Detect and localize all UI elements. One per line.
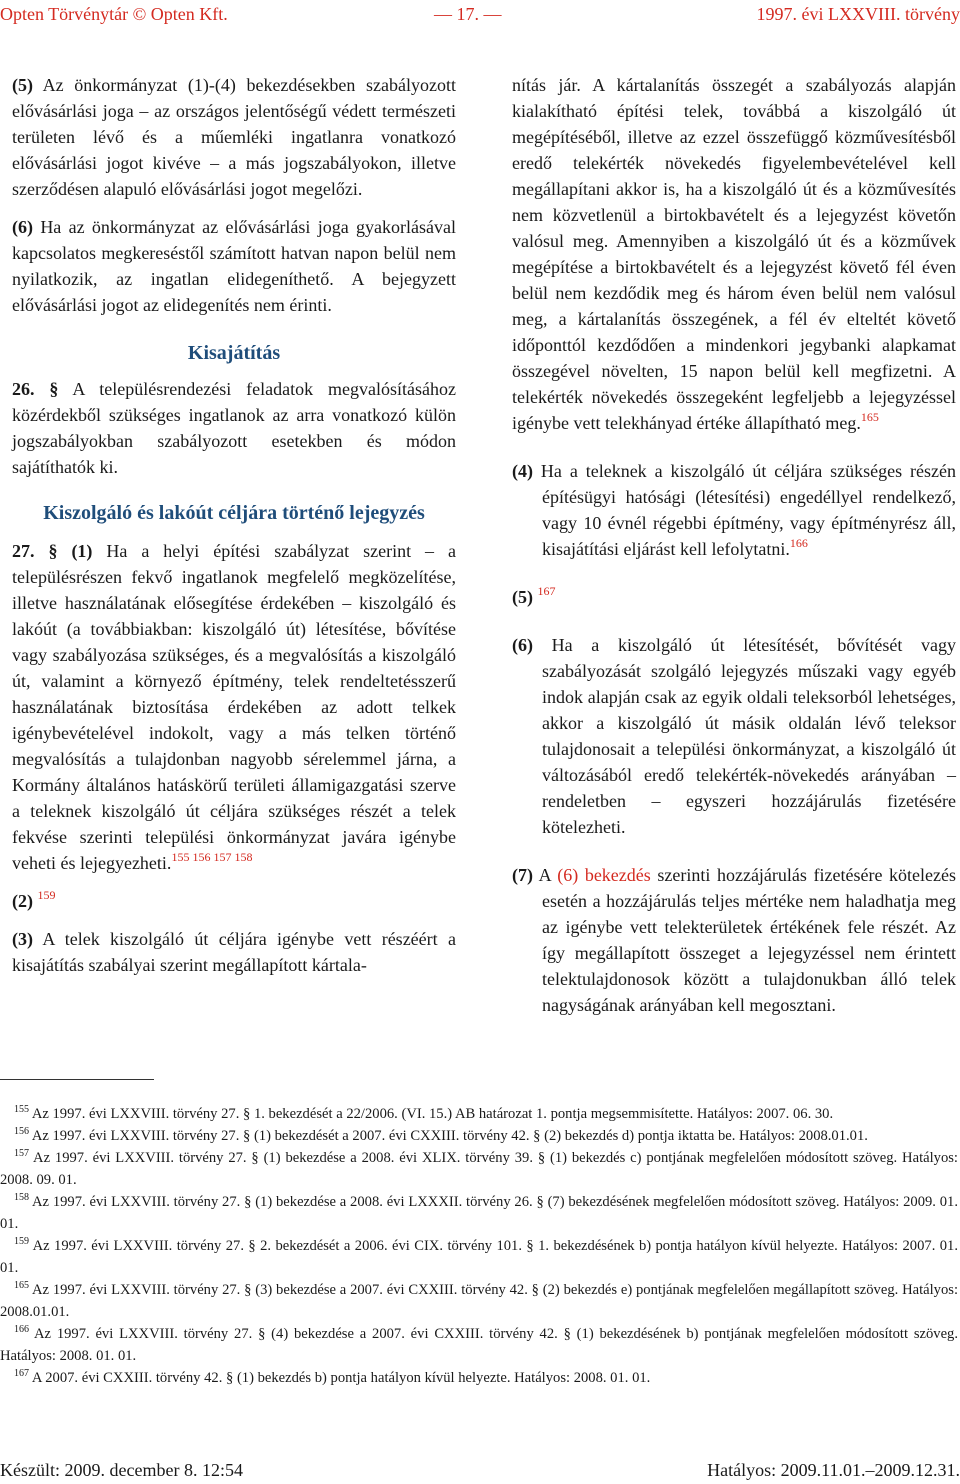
footnote-number: 159 bbox=[14, 1236, 29, 1247]
left-column bbox=[12, 72, 456, 990]
footnote-divider bbox=[0, 1079, 154, 1080]
footnote-167 bbox=[0, 1367, 958, 1389]
paragraph-4 bbox=[512, 458, 956, 562]
paragraph-label: (2) bbox=[12, 891, 33, 911]
paragraph-6-link[interactable]: (6) bekezdés bbox=[557, 865, 651, 885]
footnote-number: 158 bbox=[14, 1192, 29, 1203]
paragraph-label: (1) bbox=[71, 541, 93, 561]
paragraph-3 bbox=[12, 926, 456, 978]
footer-effective: Hatályos: 2009.11.01.–2009.12.31. bbox=[707, 1460, 960, 1480]
footnote-refs[interactable]: 155 156 157 158 bbox=[171, 850, 253, 864]
footnote-text: Az 1997. évi LXXVIII. törvény 27. § (1) bekezdését a 2007. évi CXXIII. törvény 42. § (2) bekezdés d) pontja iktatta be. Hatályos: 2008.01.01. bbox=[31, 1128, 868, 1144]
paragraph-6 bbox=[12, 214, 456, 318]
section-title-kiszolgalo: Kiszolgáló és lakóút céljára történő lejegyzés bbox=[43, 502, 425, 524]
header-publisher: Opten Törvénytár © Opten Kft. bbox=[0, 4, 228, 24]
footnote-159 bbox=[0, 1235, 958, 1279]
paragraph-2 bbox=[12, 888, 456, 914]
footnote-text: Az 1997. évi LXXVIII. törvény 27. § 2. bekezdését a 2006. évi CIX. törvény 101. § 1. bekezdésének b) pontja hatályon kívül helyezte. Hatályos: 2007. 01. 01. bbox=[0, 1238, 959, 1276]
section-label: 27. § bbox=[12, 541, 58, 561]
footnote-ref[interactable]: 166 bbox=[789, 536, 808, 550]
footnote-text: Az 1997. évi LXXVIII. törvény 27. § 1. bekezdését a 22/2006. (VI. 15.) AB határozat 1. pontja megsemmisítette. Hatályos: 2007. 06. 30. bbox=[31, 1106, 834, 1122]
header-law-title: 1997. évi LXXVIII. törvény bbox=[756, 4, 960, 24]
footer-created: Készült: 2009. december 8. 12:54 bbox=[0, 1460, 243, 1480]
section-26 bbox=[12, 376, 456, 480]
section-27-paragraph-1 bbox=[12, 538, 456, 876]
right-column bbox=[512, 72, 956, 1030]
paragraph-label: (3) bbox=[12, 929, 33, 949]
paragraph-5 bbox=[512, 584, 956, 610]
footnote-ref[interactable]: 167 bbox=[537, 584, 556, 598]
paragraph-3-continued bbox=[512, 72, 956, 436]
footnote-number: 166 bbox=[14, 1324, 29, 1335]
paragraph-label: (5) bbox=[12, 75, 33, 95]
paragraph-label: (4) bbox=[512, 461, 533, 481]
paragraph-label: (7) bbox=[512, 865, 533, 885]
paragraph-text: A bbox=[538, 865, 551, 885]
header-page-number: — 17. — bbox=[434, 4, 502, 24]
paragraph-text: Ha az önkormányzat az elővásárlási joga gyakorlásával kapcsolatos megkereséstől számított hatvan napon belül nem nyilatkozik, az ingatlan elidegeníthető. A bejegyzett elővásárlási jogot az elidegenítés nem érinti. bbox=[12, 217, 456, 315]
footnote-156 bbox=[0, 1125, 958, 1147]
footnotes bbox=[0, 1103, 958, 1389]
footnote-ref[interactable]: 165 bbox=[860, 410, 879, 424]
paragraph-text: szerinti hozzájárulás fizetésére kötelezés esetén a hozzájárulás teljes mértéke nem haladhatja meg az igénybe vett telekterületek értékének fele részét. Az így megállapított összeget a lejegyzéssel nem érintett telektulajdonosok között a tulajdonukban álló telek nagyságának arányában kell megosztani. bbox=[542, 865, 957, 1015]
footnote-166 bbox=[0, 1323, 958, 1367]
footnote-157 bbox=[0, 1147, 958, 1191]
footnote-text: Az 1997. évi LXXVIII. törvény 27. § (1) bekezdése a 2008. évi LXXXII. törvény 26. § (7) bekezdésének megfelelően módosított szöveg. Hatályos: 2009. 01. 01. bbox=[0, 1194, 958, 1232]
footnote-ref[interactable]: 159 bbox=[37, 888, 56, 902]
footnote-number: 155 bbox=[14, 1104, 29, 1115]
section-label: 26. § bbox=[12, 379, 59, 399]
footnote-text: Az 1997. évi LXXVIII. törvény 27. § (3) bekezdése a 2007. évi CXXIII. törvény 42. § (2) bekezdés e) pontjának megfelelően megállapított szöveg. Hatályos: 2008.01.01. bbox=[0, 1282, 959, 1320]
paragraph-label: (5) bbox=[512, 587, 533, 607]
footnote-158 bbox=[0, 1191, 958, 1235]
paragraph-text: nítás jár. A kártalanítás összegét a szabályozás alapján kialakítható építési telek, továbbá a kiszolgáló út megépítéséből, illetve az ezzel összefüggő közművesítésből eredő telekérték növekedés figyelembevételével kell megállapítani akkor is, ha a kiszolgáló út és a közművesítés nem közvetlenül a birtokbavételt és a lejegyzést követőn valósul meg. Amennyiben a kiszolgáló út és a közművek megépítése a birtokbavételt és a lejegyzést követő fél éven belül nem kezdődik meg és három éven belül nem valósul meg, a kártalanítás összegének, a fél év elteltét követő időponttól kezdődően a mindenkori jegybanki alapkamat összegével növelten, 15 napon belül kell megfizetni. A telekérték növekedés összegeként legfeljebb a lejegyzéssel igénybe vett telekhányad értéke állapítható meg. bbox=[512, 75, 956, 433]
paragraph-text: Ha a helyi építési szabályzat szerint – a településrészen fekvő ingatlanok megfelelő megközelítése, illetve használatának elősegítése érdekében – kiszolgáló és lakóút (a továbbiakban: kiszolgáló út) létesítése, bővítése vagy szabályozása szükséges, és a megvalósítás a kiszolgáló út, valamint a környező építmény, telek rendeltetésszerű használatának biztosítása érdekében az adott telkek igénybevételével indokolt, vagy a más telken történő megvalósítás a tulajdonban nagyobb sérelemmel járna, a Kormány általános hatáskörű területi államigazgatási szerve a teleknek kiszolgáló út céljára szükséges részét a telek fekvése szerinti települési önkormányzat javára igénybe veheti és lejegyezheti. bbox=[12, 541, 457, 873]
paragraph-label: (6) bbox=[12, 217, 33, 237]
section-title-kisajatitas: Kisajátítás bbox=[187, 342, 281, 364]
paragraph-text: A telek kiszolgáló út céljára igénybe vett részéért a kisajátítás szabályai szerint megállapított kártala- bbox=[12, 929, 456, 975]
footnote-number: 156 bbox=[14, 1126, 29, 1137]
footnote-text: A 2007. évi CXXIII. törvény 42. § (1) bekezdés b) pontja hatályon kívül helyezte. Hatályos: 2008. 01. 01. bbox=[31, 1370, 651, 1386]
paragraph-text: Ha a teleknek a kiszolgáló út céljára szükséges részén építésügyi hatósági (létesítési) engedéllyel rendelkező, vagy 10 évnél régebbi építmény, vagy építményrész áll, kisajátítási eljárást kell lefolytatni. bbox=[540, 461, 957, 559]
paragraph-text: Az önkormányzat (1)-(4) bekezdésekben szabályozott elővásárlási joga – az országos jelentőségű védett természeti területen lévő és a műemléki ingatlanra vonatkozó elővásárlási jogot kivéve – a más jogszabályokon, illetve szerződésen alapuló elővásárlási jogot megelőzi. bbox=[12, 75, 456, 199]
footnote-155 bbox=[0, 1103, 958, 1125]
paragraph-label: (6) bbox=[512, 635, 533, 655]
paragraph-6 bbox=[512, 632, 956, 840]
footnote-number: 157 bbox=[14, 1148, 29, 1159]
paragraph-text: Ha a kiszolgáló út létesítését, bővítését vagy szabályozását szolgáló lejegyzés műszaki vagy egyéb indok alapján csak az egyik oldali teleksorból lehetséges, akkor a kiszolgáló út másik oldalán lévő teleksor tulajdonosait a települési önkormányzat, a kiszolgáló út változásából eredő telekérték-növekedés arányában – rendeletben – egyszeri hozzájárulás fizetésére kötelezheti. bbox=[542, 635, 956, 837]
section-text: A településrendezési feladatok megvalósításához közérdekből szükséges ingatlanok az arra vonatkozó külön jogszabályokban szabályozott esetekben és módon sajátíthatók ki. bbox=[12, 379, 456, 477]
page-footer bbox=[0, 1458, 960, 1484]
page-header bbox=[0, 0, 960, 40]
footnote-text: Az 1997. évi LXXVIII. törvény 27. § (4) bekezdése a 2007. évi CXXIII. törvény 42. § (1) bekezdésének b) pontjának megfelelően módosított szöveg. Hatályos: 2008. 01. 01. bbox=[0, 1326, 958, 1364]
paragraph-7 bbox=[512, 862, 956, 1018]
footnote-number: 165 bbox=[14, 1280, 29, 1291]
footnote-text: Az 1997. évi LXXVIII. törvény 27. § (1) bekezdése a 2008. évi XLIX. törvény 39. § (1) bekezdés c) pontjának megfelelően módosított szöveg. Hatályos: 2008. 09. 01. bbox=[0, 1150, 958, 1188]
footnote-number: 167 bbox=[14, 1368, 29, 1379]
footnote-165 bbox=[0, 1279, 958, 1323]
paragraph-5 bbox=[12, 72, 456, 202]
